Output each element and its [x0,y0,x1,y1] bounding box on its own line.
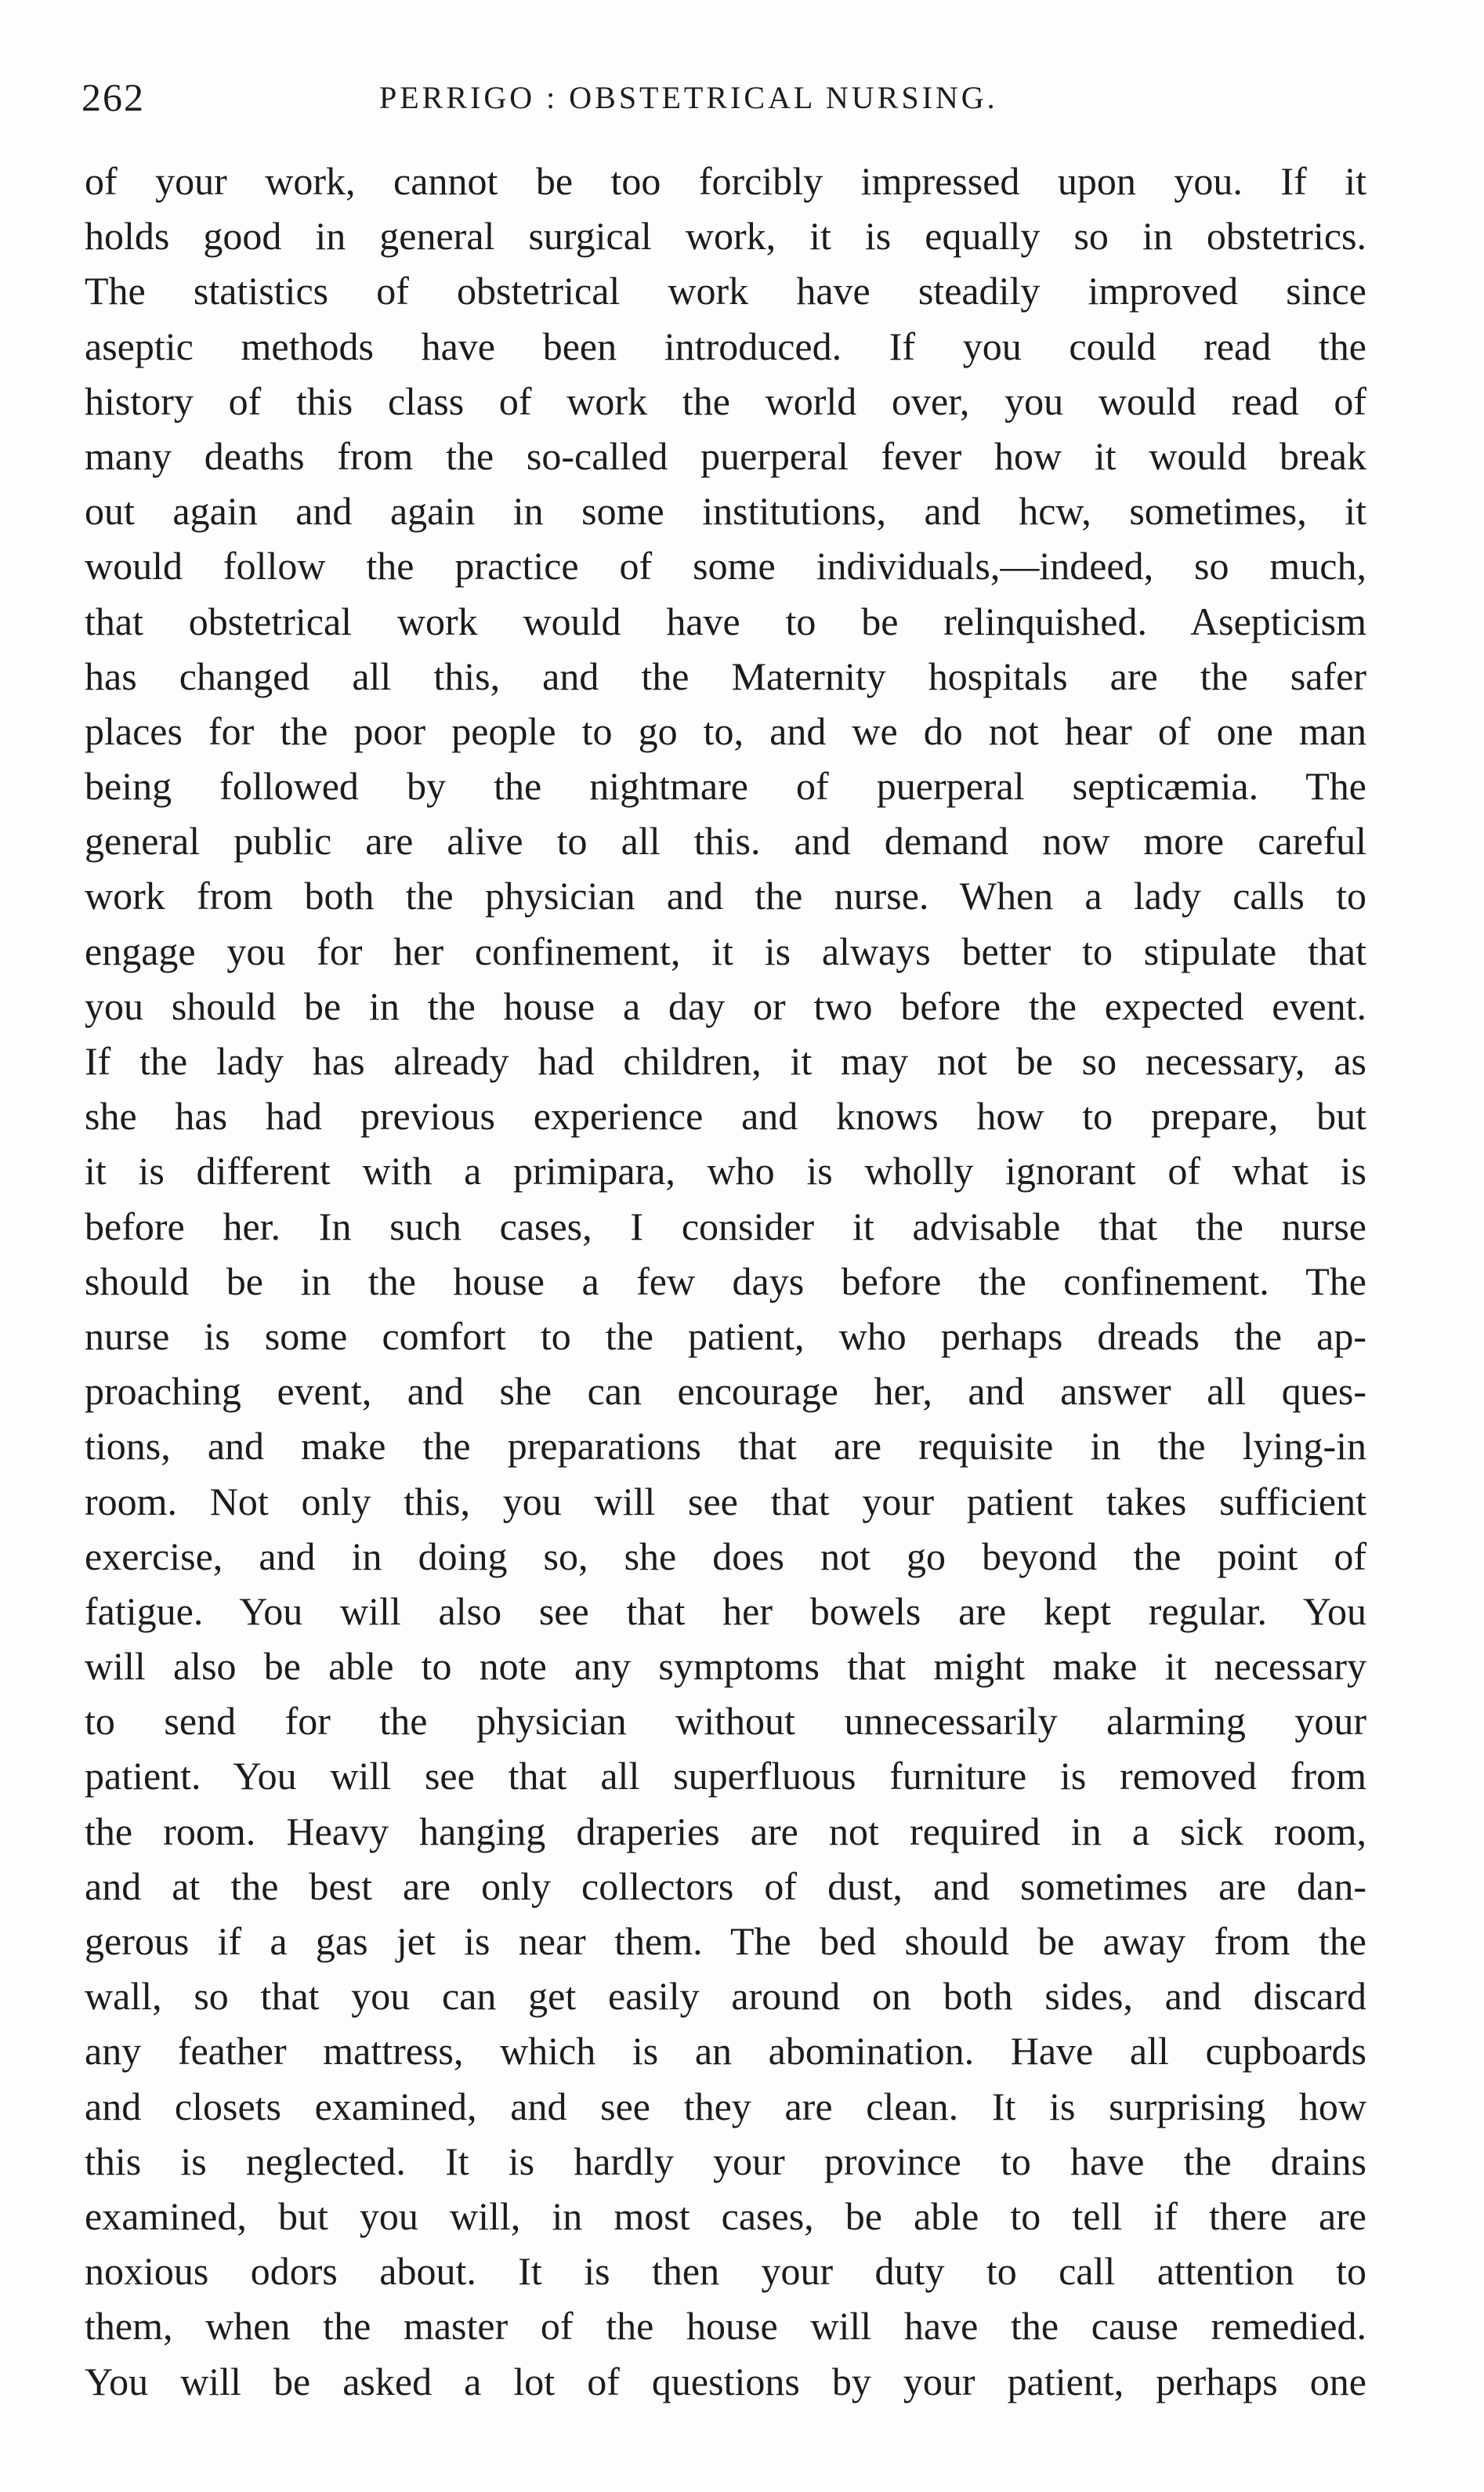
text-line: will also be able to note any symptoms that might make it necessary [85,1644,1366,1689]
text-line: fatigue. You will also see that her bowels are kept regular. You [85,1588,1366,1633]
text-line: out again and again in some institutions, and hcw, sometimes, it [85,489,1366,534]
text-line: she has had previous experience and knows how to prepare, but [85,1094,1366,1139]
text-line: and at the best are only collectors of dust, and sometimes are dan- [85,1864,1366,1908]
text-line: tions, and make the preparations that are requisite in the lying-in [85,1424,1366,1469]
text-line: The statistics of obstetrical work have steadily improved since [85,269,1366,313]
text-line: history of this class of work the world over, you would read of [85,379,1366,423]
text-line: that obstetrical work would have to be relinquished. Asepticism [85,599,1366,643]
text-line: should be in the house a few days before the confinement. The [85,1259,1366,1303]
text-line: before her. In such cases, I consider it advisable that the nurse [85,1204,1366,1248]
body-text [85,154,1366,2409]
text-line: examined, but you will, in most cases, be able to tell if there are [85,2193,1366,2238]
text-line: and closets examined, and see they are clean. It is surprising how [85,2084,1366,2128]
text-line: noxious odors about. It is then your duty to call attention to [85,2249,1366,2294]
text-line: proaching event, and she can encourage her, and answer all ques- [85,1369,1366,1414]
text-line: being followed by the nightmare of puerperal septicæmia. The [85,764,1366,809]
text-line: engage you for her confinement, it is always better to stipulate that [85,929,1366,973]
text-line: them, when the master of the house will have the cause remedied. [85,2304,1366,2349]
text-line: nurse is some comfort to the patient, who perhaps dreads the ap- [85,1313,1366,1358]
running-head [81,74,1366,121]
text-line: gerous if a gas jet is near them. The bed should be away from the [85,1919,1366,1963]
text-line: work from both the physician and the nurse. When a lady calls to [85,874,1366,918]
text-line: has changed all this, and the Maternity hospitals are the safer [85,654,1366,698]
text-line: to send for the physician without unnecessarily alarming your [85,1699,1366,1744]
text-line: exercise, and in doing so, she does not go beyond the point of [85,1534,1366,1578]
text-line: general public are alive to all this. and demand now more careful [85,819,1366,864]
running-title: PERRIGO : OBSTETRICAL NURSING. [379,80,998,115]
text-line: patient. You will see that all superfluous furniture is removed from [85,1754,1366,1798]
text-line: the room. Heavy hanging draperies are not required in a sick room, [85,1809,1366,1853]
text-line: You will be asked a lot of questions by your patient, perhaps one [85,2359,1366,2403]
text-line: places for the poor people to go to, and we do not hear of one man [85,708,1366,753]
text-line: of your work, cannot be too forcibly impressed upon you. If it [85,159,1366,203]
text-line: it is different with a primipara, who is wholly ignorant of what is [85,1149,1366,1193]
text-line: any feather mattress, which is an abomination. Have all cupboards [85,2029,1366,2074]
page-number: 262 [81,75,145,119]
text-line: you should be in the house a day or two before the expected event. [85,983,1366,1028]
text-line: aseptic methods have been introduced. If you could read the [85,324,1366,368]
text-line: If the lady has already had children, it may not be so necessary, as [85,1039,1366,1083]
text-line: would follow the practice of some individuals,—indeed, so much, [85,544,1366,589]
text-line: many deaths from the so-called puerperal fever how it would break [85,433,1366,478]
text-line: room. Not only this, you will see that your patient takes sufficient [85,1479,1366,1523]
text-line: this is neglected. It is hardly your province to have the drains [85,2139,1366,2183]
text-line: wall, so that you can get easily around on both sides, and discard [85,1974,1366,2019]
text-line: holds good in general surgical work, it is equally so in obstetrics. [85,214,1366,259]
